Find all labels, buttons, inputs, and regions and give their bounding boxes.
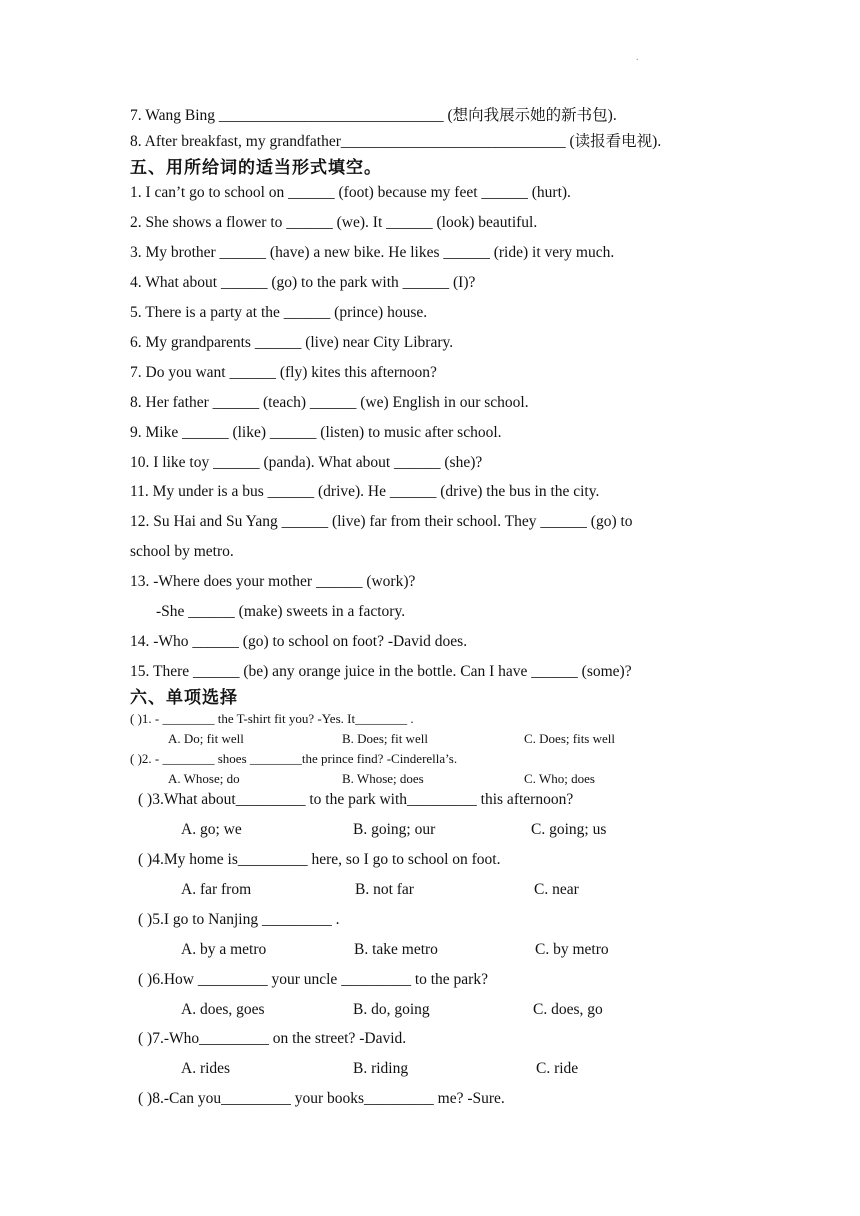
section5-item-13: 13. -Where does your mother ______ (work)? [130, 573, 416, 590]
section5-item-4: 4. What about ______ (go) to the park with ______ (I)? [130, 274, 476, 291]
section5-item-7: 7. Do you want ______ (fly) kites this afternoon? [130, 364, 437, 381]
question-1-option-a: A. Do; fit well [168, 731, 244, 746]
question-1-option-b: B. Does; fit well [342, 731, 428, 746]
question-1-option-c: C. Does; fits well [524, 731, 615, 746]
section5-item-12: 12. Su Hai and Su Yang ______ (live) far from their school. They ______ (go) to [130, 513, 633, 530]
question-7-option-a: A. rides [181, 1060, 231, 1077]
question-5-option-c: C. by metro [535, 941, 609, 958]
section5-title: 五、用所给词的适当形式填空。 [130, 158, 382, 178]
question-5: ( )5.I go to Nanjing _________ . [138, 911, 340, 928]
question-5-option-a: A. by a metro [181, 941, 267, 958]
question-3-option-c: C. going; us [531, 821, 607, 838]
section5-item-14: 14. -Who ______ (go) to school on foot? -David does. [130, 633, 468, 650]
section5-item-1: 1. I can’t go to school on ______ (foot) because my feet ______ (hurt). [130, 184, 571, 201]
question-7: ( )7.-Who_________ on the street? -David. [138, 1030, 407, 1047]
question-2: ( )2. - ________ shoes ________the prince find? -Cinderella’s. [130, 751, 458, 766]
question-2-option-c: C. Who; does [524, 771, 595, 786]
section5-item-8: 8. Her father ______ (teach) ______ (we) English in our school. [130, 394, 529, 411]
question-5-option-b: B. take metro [354, 941, 438, 958]
question-3-option-a: A. go; we [181, 821, 242, 838]
section5-item-9: 9. Mike ______ (like) ______ (listen) to music after school. [130, 424, 502, 441]
question-7-option-c: C. ride [536, 1060, 579, 1077]
section4-item-7: 7. Wang Bing _____________________________ (想向我展示她的新书包). [130, 107, 617, 124]
question-4: ( )4.My home is_________ here, so I go to school on foot. [138, 851, 501, 868]
question-6-option-a: A. does, goes [181, 1001, 265, 1018]
section5-item-13-answer: -She ______ (make) sweets in a factory. [156, 603, 406, 620]
header-dot: . [636, 52, 639, 63]
question-6-option-b: B. do, going [353, 1001, 430, 1018]
section5-item-5: 5. There is a party at the ______ (prince) house. [130, 304, 428, 321]
question-4-option-c: C. near [534, 881, 579, 898]
question-3-option-b: B. going; our [353, 821, 436, 838]
question-6-option-c: C. does, go [533, 1001, 603, 1018]
section5-item-11: 11. My under is a bus ______ (drive). He ______ (drive) the bus in the city. [130, 483, 600, 500]
question-1: ( )1. - ________ the T-shirt fit you? -Yes. It________ . [130, 711, 414, 726]
section5-item-3: 3. My brother ______ (have) a new bike. He likes ______ (ride) it very much. [130, 244, 615, 261]
question-3: ( )3.What about_________ to the park with_________ this afternoon? [138, 791, 574, 808]
section6-title: 六、单项选择 [130, 688, 238, 708]
question-8: ( )8.-Can you_________ your books_________ me? -Sure. [138, 1090, 505, 1107]
question-6: ( )6.How _________ your uncle _________ to the park? [138, 971, 488, 988]
section4-item-8: 8. After breakfast, my grandfather_____________________________ (读报看电视). [130, 133, 662, 150]
section5-item-2: 2. She shows a flower to ______ (we). It ______ (look) beautiful. [130, 214, 538, 231]
section5-item-6: 6. My grandparents ______ (live) near City Library. [130, 334, 454, 351]
question-4-option-a: A. far from [181, 881, 252, 898]
question-2-option-a: A. Whose; do [168, 771, 240, 786]
question-4-option-b: B. not far [355, 881, 414, 898]
question-2-option-b: B. Whose; does [342, 771, 424, 786]
section5-item-10: 10. I like toy ______ (panda). What about ______ (she)? [130, 454, 483, 471]
question-7-option-b: B. riding [353, 1060, 409, 1077]
section5-item-12-cont: school by metro. [130, 543, 234, 560]
section5-item-15: 15. There ______ (be) any orange juice in the bottle. Can I have ______ (some)? [130, 663, 632, 680]
